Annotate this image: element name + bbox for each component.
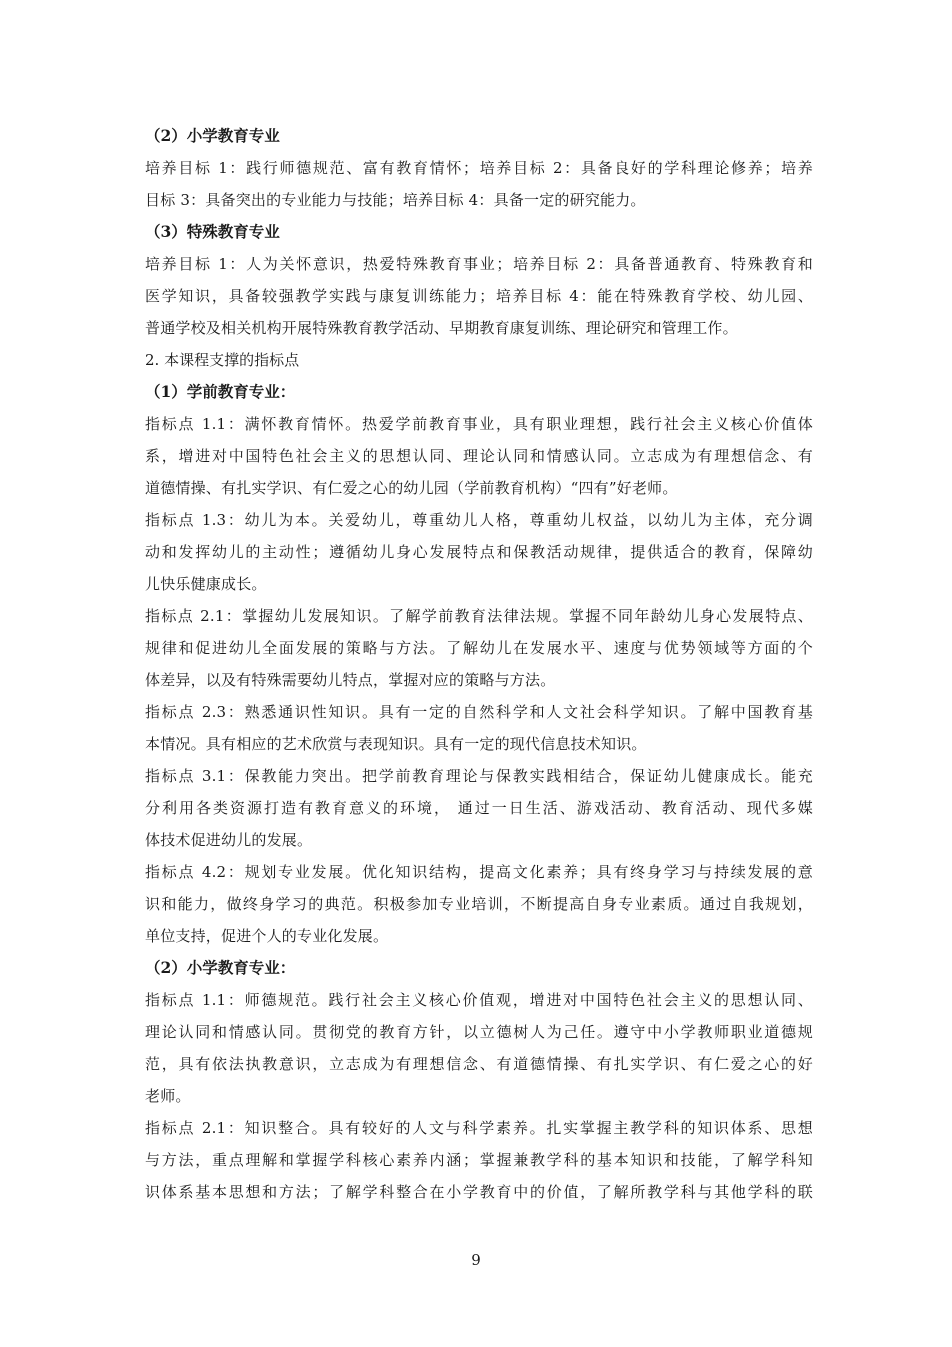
text-line: 规律和促进幼儿全面发展的策略与方法。了解幼儿在发展水平、速度与优势领域等方面的个	[145, 639, 813, 657]
section-heading: （3）特殊教育专业	[145, 222, 280, 241]
text-line: 2. 本课程支撑的指标点	[145, 351, 300, 369]
section-heading: （2）小学教育专业	[145, 126, 280, 145]
text-line: 指标点 4.2：规划专业发展。优化知识结构，提高文化素养；具有终身学习与持续发展的意	[145, 863, 813, 881]
text-line: 医学知识，具备较强教学实践与康复训练能力；培养目标 4：能在特殊教育学校、幼儿园、	[145, 287, 813, 305]
page-number: 9	[471, 1251, 481, 1269]
text-line: 老师。	[145, 1087, 191, 1105]
text-line: 指标点 1.1：满怀教育情怀。热爱学前教育事业，具有职业理想，践行社会主义核心价值体	[145, 415, 813, 433]
text-line: 动和发挥幼儿的主动性；遵循幼儿身心发展特点和保教活动规律，提供适合的教育，保障幼	[145, 543, 813, 561]
text-line: 与方法，重点理解和掌握学科核心素养内涵；掌握兼教学科的基本知识和技能，了解学科知	[145, 1151, 813, 1169]
text-line: 培养目标 1：践行师德规范、富有教育情怀；培养目标 2：具备良好的学科理论修养；培养	[145, 159, 813, 177]
text-line: 儿快乐健康成长。	[145, 575, 267, 593]
text-line: 指标点 1.1：师德规范。践行社会主义核心价值观，增进对中国特色社会主义的思想认同、	[145, 991, 813, 1009]
text-line: 指标点 2.1：知识整合。具有较好的人文与科学素养。扎实掌握主教学科的知识体系、思想	[145, 1119, 813, 1137]
text-line: 道德情操、有扎实学识、有仁爱之心的幼儿园（学前教育机构）“四有”好老师。	[145, 479, 678, 497]
text-line: 本情况。具有相应的艺术欣赏与表现知识。具有一定的现代信息技术知识。	[145, 735, 647, 753]
document-body	[145, 120, 813, 1208]
text-line: 单位支持，促进个人的专业化发展。	[145, 927, 389, 945]
text-line: 系，增进对中国特色社会主义的思想认同、理论认同和情感认同。立志成为有理想信念、有	[145, 447, 813, 465]
section-heading: （1）学前教育专业：	[145, 382, 296, 401]
text-line: 普通学校及相关机构开展特殊教育教学活动、早期教育康复训练、理论研究和管理工作。	[145, 319, 738, 337]
text-line: 目标 3：具备突出的专业能力与技能；培养目标 4：具备一定的研究能力。	[145, 191, 646, 209]
text-line: 指标点 1.3：幼儿为本。关爱幼儿，尊重幼儿人格，尊重幼儿权益，以幼儿为主体，充分调	[145, 511, 813, 529]
text-line: 范，具有依法执教意识，立志成为有理想信念、有道德情操、有扎实学识、有仁爱之心的好	[145, 1055, 813, 1073]
text-line: 指标点 3.1：保教能力突出。把学前教育理论与保教实践相结合，保证幼儿健康成长。能充	[145, 767, 813, 785]
text-line: 分利用各类资源打造有教育意义的环境， 通过一日生活、游戏活动、教育活动、现代多媒	[145, 799, 813, 817]
text-line: 指标点 2.3：熟悉通识性知识。具有一定的自然科学和人文社会科学知识。了解中国教育基	[145, 703, 813, 721]
section-heading: （2）小学教育专业：	[145, 958, 296, 977]
text-line: 培养目标 1：人为关怀意识，热爱特殊教育事业；培养目标 2：具备普通教育、特殊教育和	[145, 255, 813, 273]
text-line: 指标点 2.1：掌握幼儿发展知识。了解学前教育法律法规。掌握不同年龄幼儿身心发展特点、	[145, 607, 813, 625]
text-line: 识和能力，做终身学习的典范。积极参加专业培训，不断提高自身专业素质。通过自我规划，	[145, 895, 813, 913]
text-line: 理论认同和情感认同。贯彻党的教育方针，以立德树人为己任。遵守中小学教师职业道德规	[145, 1023, 813, 1041]
text-line: 体差异，以及有特殊需要幼儿特点，掌握对应的策略与方法。	[145, 671, 556, 689]
text-line: 体技术促进幼儿的发展。	[145, 831, 313, 849]
text-line: 识体系基本思想和方法；了解学科整合在小学教育中的价值，了解所教学科与其他学科的联	[145, 1183, 813, 1201]
